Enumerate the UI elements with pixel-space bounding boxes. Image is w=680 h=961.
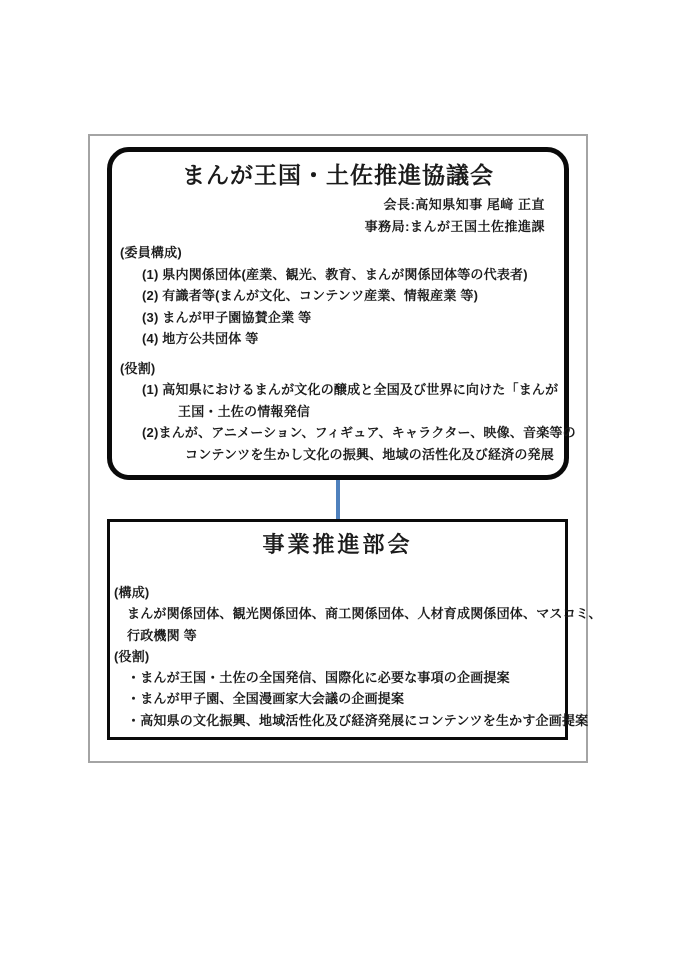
text-line: (4) 地方公共団体 等 [142, 331, 259, 346]
text-line: (3) まんが甲子園協賛企業 等 [142, 309, 312, 325]
text-line: 王国・土佐の情報発信 [178, 403, 311, 419]
section-heading: (役割) [120, 360, 156, 376]
section [112, 242, 564, 350]
text-line: (2)まんが、アニメーション、フィギュア、キャラクター、映像、音楽等の [142, 425, 576, 440]
council-chair-line: 会長:高知県知事 尾﨑 正直 [383, 197, 545, 212]
section-heading: (構成) [114, 585, 150, 600]
section [110, 646, 589, 731]
text-line: (1) 県内関係団体(産業、観光、教育、まんが関係団体等の代表者) [142, 266, 528, 282]
section [110, 582, 602, 646]
section-heading: (委員構成) [120, 245, 182, 260]
text-line: ・高知県の文化振興、地域活性化及び経済発展にコンテンツを生かす企画提案 [127, 712, 589, 728]
text-line: まんが関係団体、観光関係団体、商工関係団体、人材育成関係団体、マスコミ、 [127, 606, 602, 622]
council-title: まんが王国・土佐推進協議会 [182, 162, 494, 188]
subcommittee-body [110, 582, 602, 731]
section [112, 358, 576, 466]
text-line: ・まんが甲子園、全国漫画家大会議の企画提案 [127, 691, 405, 707]
connector-line [336, 480, 340, 520]
subcommittee-title: 事業推進部会 [262, 532, 413, 557]
text-line: (1) 高知県におけるまんが文化の醸成と全国及び世界に向けた「まんが [142, 382, 559, 397]
text-line: 行政機関 等 [127, 627, 197, 643]
text-line: コンテンツを生かし文化の振興、地域の活性化及び経済の発展 [185, 446, 554, 462]
council-secretariat-line: 事務局:まんが王国土佐推進課 [364, 219, 545, 234]
text-line: (2) 有識者等(まんが文化、コンテンツ産業、情報産業 等) [142, 288, 479, 303]
council-box [107, 147, 576, 480]
council-body [112, 242, 576, 465]
subcommittee-box [107, 519, 602, 740]
council-header [112, 194, 564, 238]
section-heading: (役割) [114, 648, 150, 664]
text-line: ・まんが王国・土佐の全国発信、国際化に必要な事項の企画提案 [127, 670, 510, 686]
